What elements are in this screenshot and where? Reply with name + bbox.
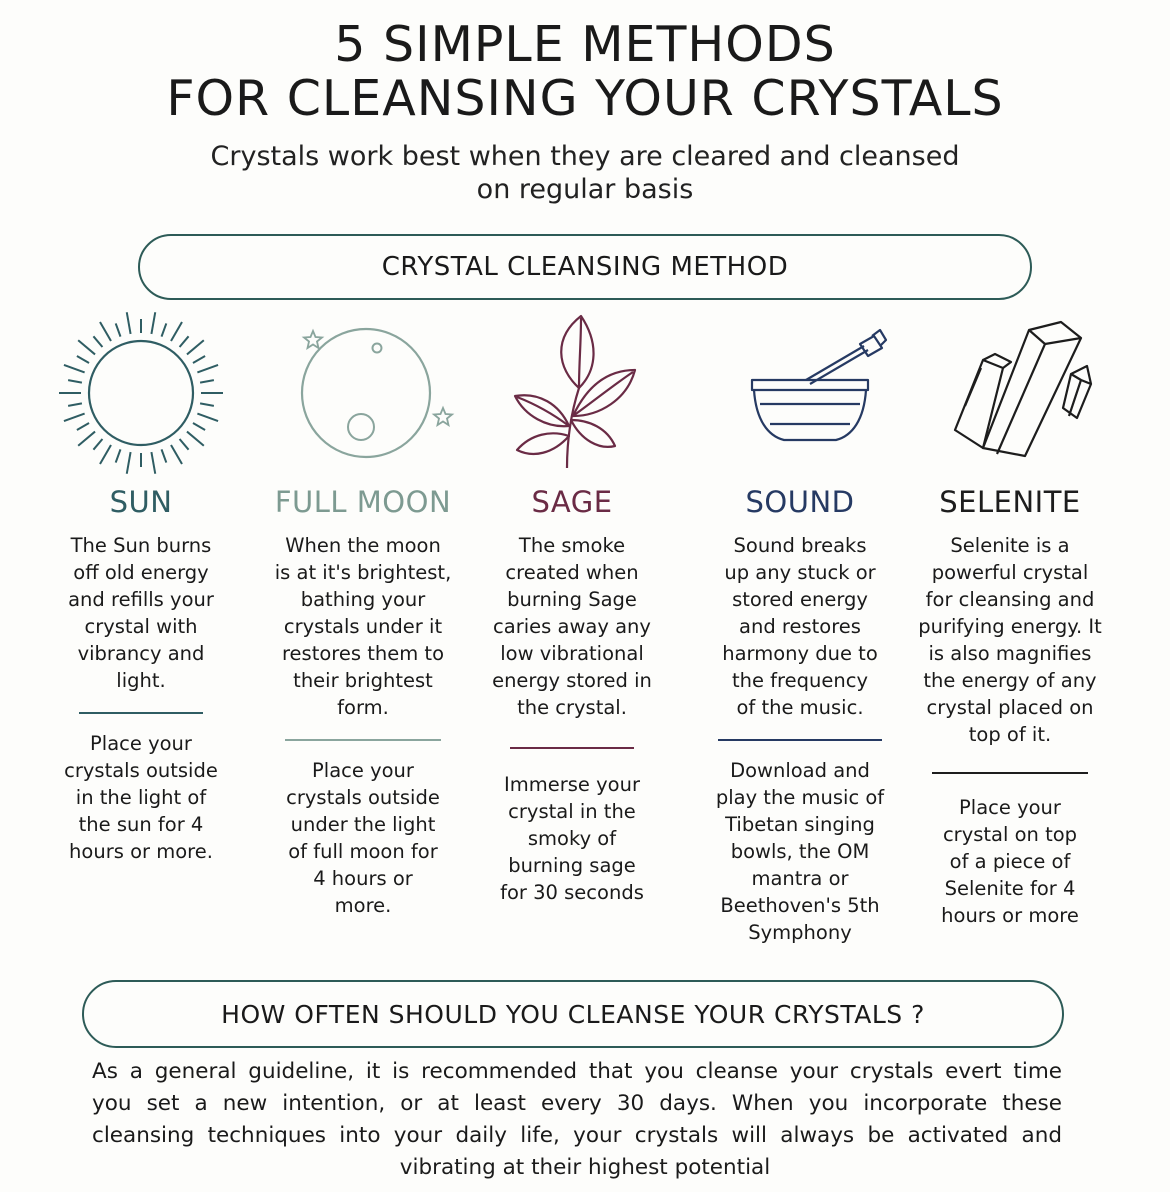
singing-bowl-icon	[690, 308, 910, 478]
desc-line: for cleansing and	[925, 588, 1095, 611]
faq-label-pill	[82, 980, 1064, 1048]
method-instruction	[250, 757, 476, 919]
method-column-sage	[466, 308, 678, 906]
footer-line-1: As a general guideline, it is recommended that you cleanse your crystals evert time	[92, 1059, 1062, 1084]
desc-line: restores them to	[281, 642, 445, 665]
divider	[932, 772, 1088, 774]
instruction-line: of a piece of	[949, 850, 1071, 873]
method-name: FULL MOON	[274, 485, 452, 519]
method-name: SAGE	[531, 485, 613, 519]
method-description	[906, 532, 1114, 748]
desc-line: their brightest	[293, 669, 433, 692]
method-description	[466, 532, 678, 721]
instruction-line: more.	[334, 894, 392, 917]
method-description	[36, 532, 246, 694]
divider	[510, 747, 634, 749]
instruction-line: crystals outside	[64, 759, 218, 782]
desc-line: up any stuck or	[724, 561, 876, 584]
method-column-sun	[36, 308, 246, 865]
title-line-2: FOR CLEANSING YOUR CRYSTALS	[166, 70, 1004, 127]
desc-line: light.	[116, 669, 166, 692]
crystal-cluster-icon	[906, 308, 1114, 478]
instruction-line: under the light	[290, 813, 436, 836]
instruction-line: crystals outside	[286, 786, 440, 809]
instruction-line: in the light of	[75, 786, 207, 809]
faq-label: HOW OFTEN SHOULD YOU CLEANSE YOUR CRYSTALS ?	[221, 999, 925, 1029]
instruction-line: play the music of	[715, 786, 885, 809]
method-instruction	[466, 771, 678, 906]
desc-line: crystal with	[84, 615, 198, 638]
sage-leaf-icon	[466, 308, 678, 478]
desc-line: top of it.	[968, 723, 1052, 746]
desc-line: harmony due to	[722, 642, 878, 665]
instruction-line: Place your	[959, 796, 1061, 819]
method-column-selenite	[906, 308, 1114, 929]
method-name: SELENITE	[939, 485, 1081, 519]
desc-line: Sound breaks	[733, 534, 867, 557]
footer-line-2: you set a new intention, or at least every 30 days. When you incorporate these	[92, 1091, 1062, 1116]
divider	[79, 712, 203, 714]
method-description	[250, 532, 476, 721]
desc-line: vibrancy and	[77, 642, 205, 665]
instruction-line: hours or more.	[69, 840, 213, 863]
desc-line: crystal placed on	[926, 696, 1094, 719]
desc-line: and refills your	[68, 588, 214, 611]
subtitle-line-2: on regular basis	[476, 174, 694, 205]
instruction-line: for 30 seconds	[500, 881, 644, 904]
instruction-line: bowls, the OM	[730, 840, 870, 863]
section-label: CRYSTAL CLEANSING METHOD	[381, 252, 789, 282]
desc-line: and restores	[739, 615, 861, 638]
instruction-line: crystal in the	[508, 800, 636, 823]
instruction-line: hours or more	[941, 904, 1079, 927]
desc-line: the frequency	[731, 669, 868, 692]
desc-line: low vibrational	[500, 642, 644, 665]
instruction-line: Tibetan singing	[725, 813, 875, 836]
desc-line: When the moon	[285, 534, 441, 557]
instruction-line: burning sage	[508, 854, 636, 877]
footer-text	[92, 1056, 1062, 1152]
desc-line: the crystal.	[517, 696, 627, 719]
footer-line-4: vibrating at their highest potential	[399, 1155, 771, 1180]
method-instruction	[690, 757, 910, 946]
desc-line: is also magnifies	[928, 642, 1092, 665]
sun-icon	[36, 308, 246, 478]
instruction-line: 4 hours or	[313, 867, 413, 890]
desc-line: is at it's brightest,	[274, 561, 452, 584]
method-instruction	[906, 794, 1114, 929]
desc-line: form.	[337, 696, 389, 719]
desc-line: caries away any	[493, 615, 651, 638]
desc-line: burning Sage	[507, 588, 637, 611]
desc-line: powerful crystal	[931, 561, 1089, 584]
desc-line: purifying energy. It	[918, 615, 1102, 638]
desc-line: Selenite is a	[950, 534, 1070, 557]
desc-line: The smoke	[518, 534, 626, 557]
desc-line: off old energy	[73, 561, 209, 584]
desc-line: created when	[505, 561, 639, 584]
section-label-pill	[138, 234, 1032, 300]
subtitle	[0, 140, 1170, 206]
desc-line: of the music.	[736, 696, 864, 719]
title-line-1: 5 SIMPLE METHODS	[334, 16, 836, 73]
desc-line: The Sun burns	[70, 534, 212, 557]
method-name: SUN	[109, 485, 173, 519]
instruction-line: Download and	[730, 759, 870, 782]
divider	[285, 739, 441, 741]
page-title	[0, 18, 1170, 126]
instruction-line: crystal on top	[942, 823, 1078, 846]
instruction-line: Place your	[312, 759, 414, 782]
instruction-line: Beethoven's 5th	[720, 894, 880, 917]
footer-line-3: cleansing techniques into your daily life, your crystals will always be activated and	[92, 1123, 1062, 1148]
method-instruction	[36, 730, 246, 865]
moon-icon	[250, 308, 476, 478]
instruction-line: Immerse your	[504, 773, 640, 796]
divider	[718, 739, 882, 741]
method-column-sound	[690, 308, 910, 946]
method-name: SOUND	[745, 485, 855, 519]
method-description	[690, 532, 910, 721]
method-column-full-moon	[250, 308, 476, 919]
instruction-line: the sun for 4	[78, 813, 204, 836]
instruction-line: Place your	[90, 732, 192, 755]
desc-line: stored energy	[732, 588, 868, 611]
instruction-line: smoky of	[527, 827, 617, 850]
instruction-line: of full moon for	[288, 840, 438, 863]
desc-line: energy stored in	[492, 669, 652, 692]
instruction-line: mantra or	[751, 867, 849, 890]
subtitle-line-1: Crystals work best when they are cleared and cleansed	[210, 141, 960, 172]
instruction-line: Selenite for 4	[944, 877, 1076, 900]
desc-line: bathing your	[300, 588, 426, 611]
desc-line: crystals under it	[283, 615, 443, 638]
instruction-line: Symphony	[748, 921, 852, 944]
desc-line: the energy of any	[923, 669, 1097, 692]
